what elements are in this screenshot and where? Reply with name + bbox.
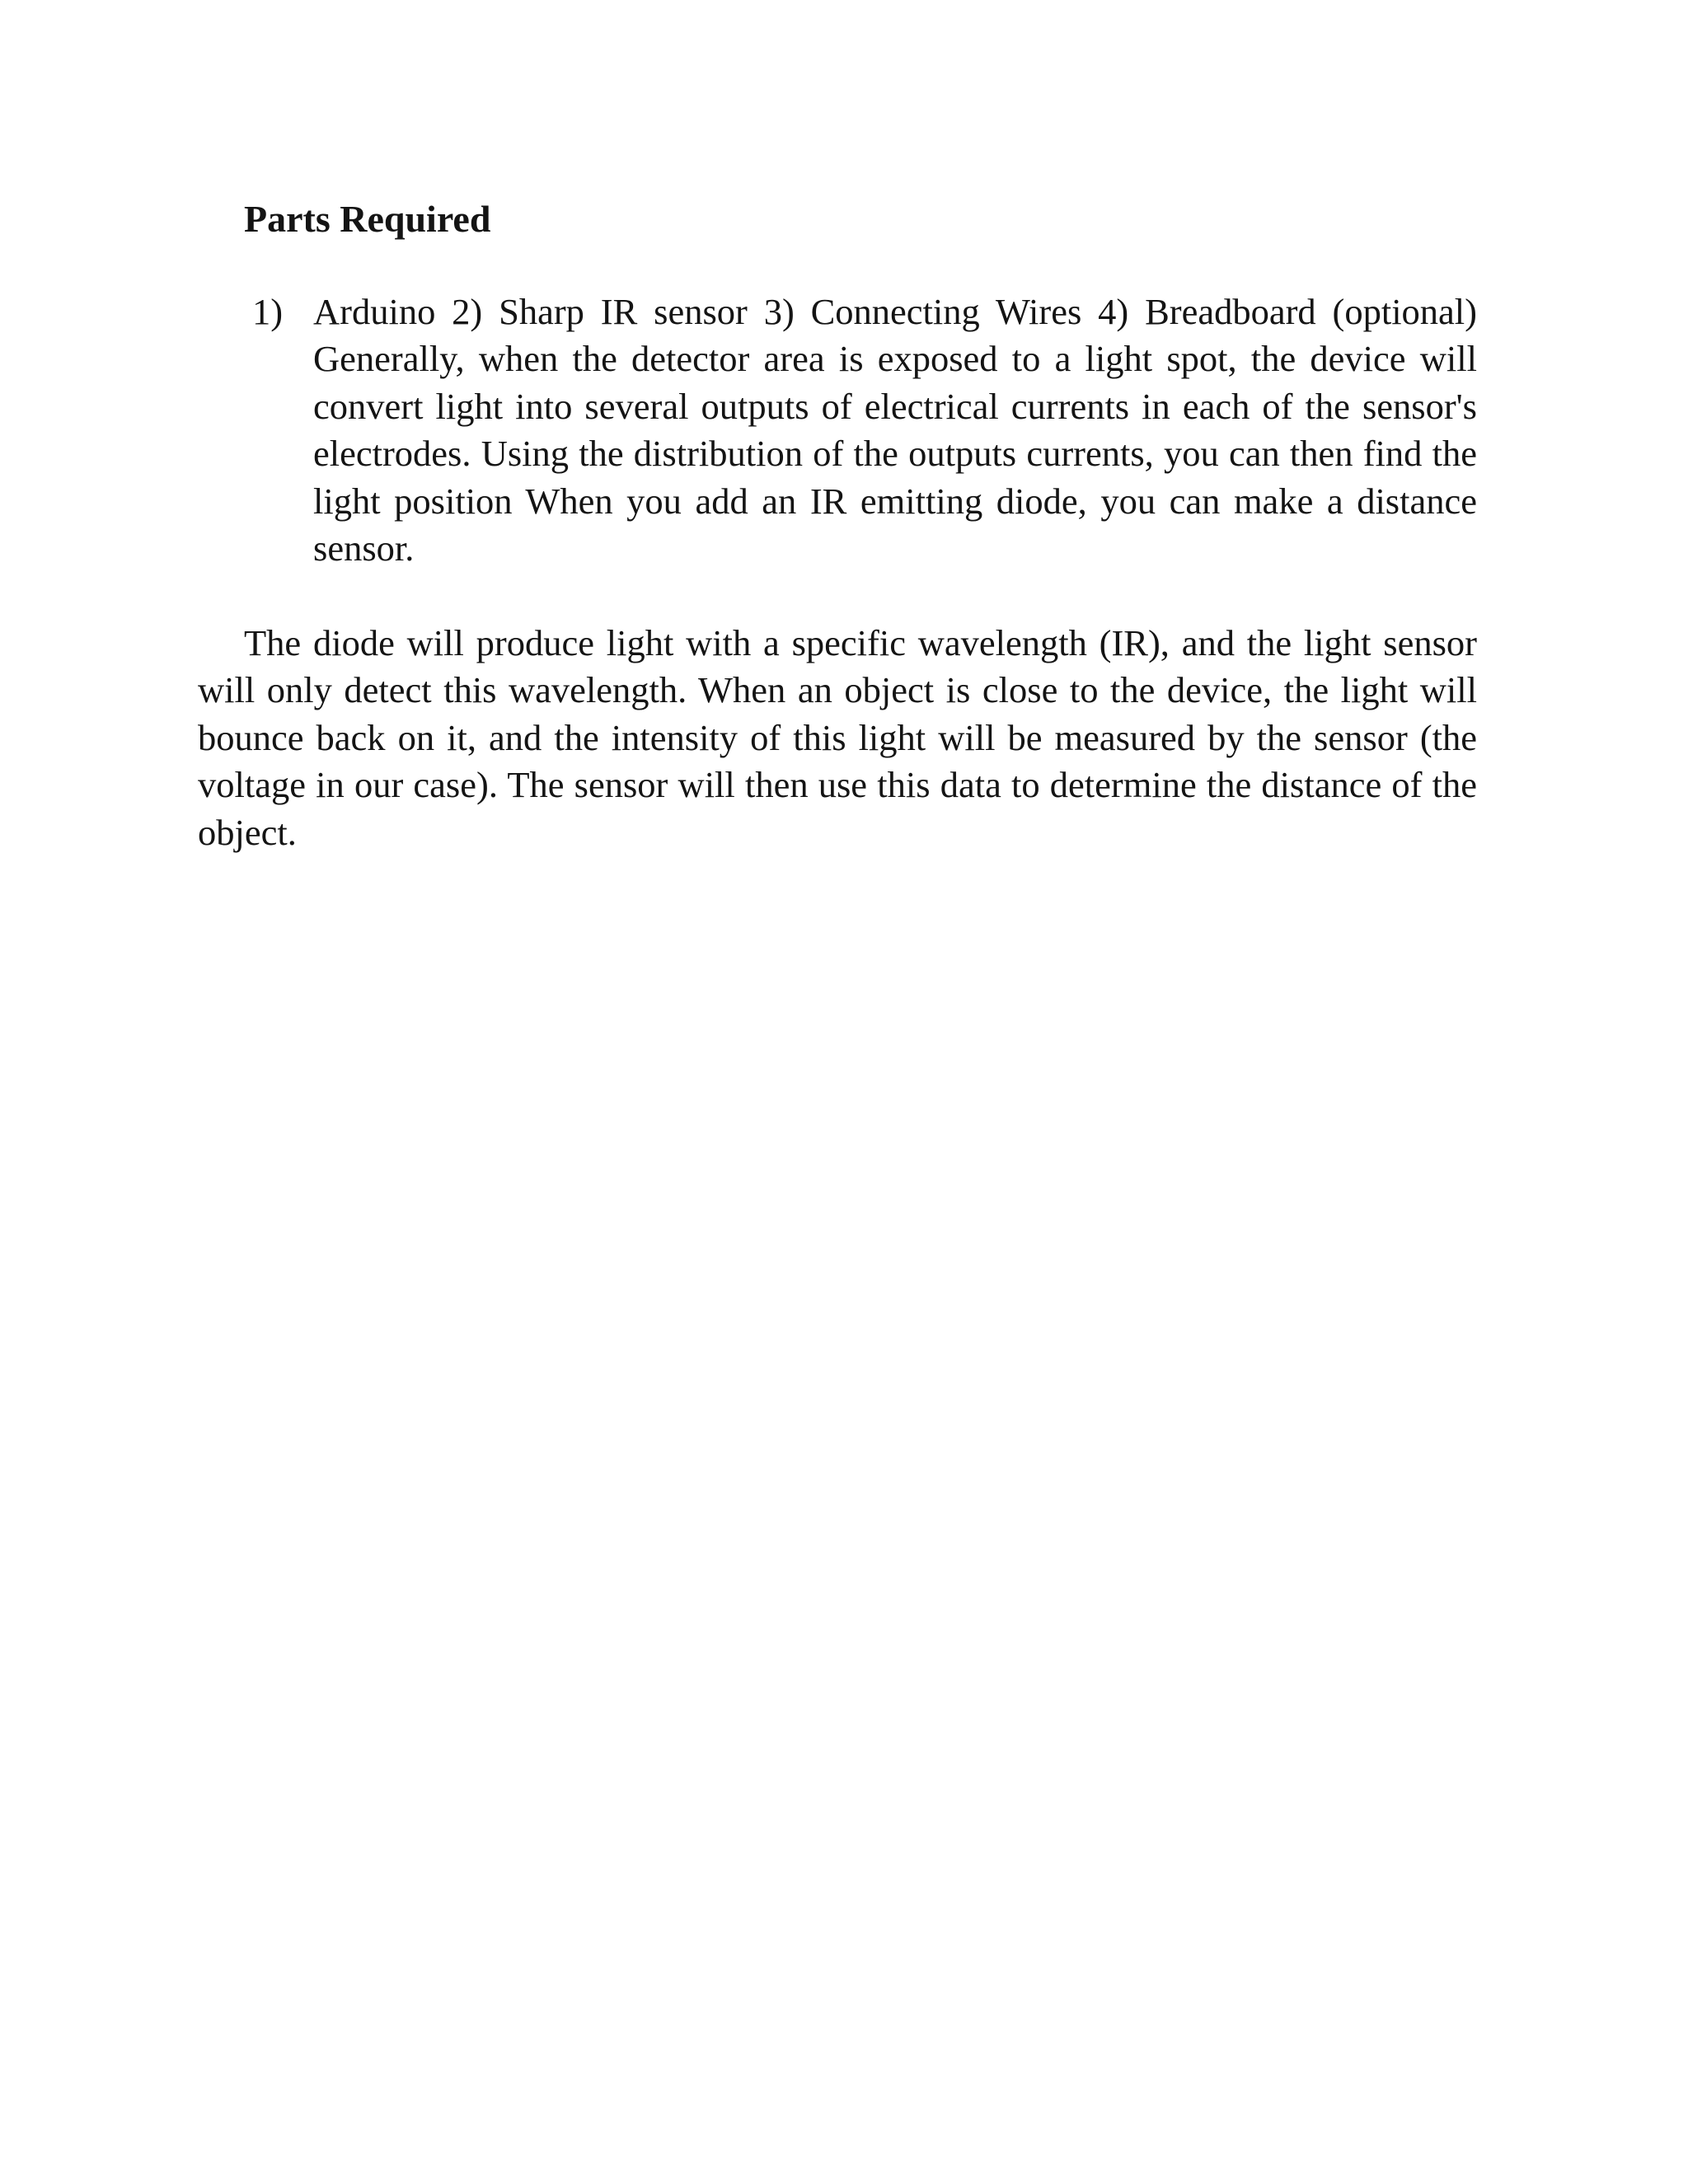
section-heading: Parts Required <box>244 198 491 240</box>
body-paragraph: The diode will produce light with a specific wavelength (IR), and the light sensor will only detect this wavelength. When an object is close to the device, the light will bounce back on it, and the intensity of this light will be measured by the sensor (the voltage in our case). The sensor will then use this data to determine the distance of the object. <box>198 622 1477 853</box>
list-item-text: Arduino 2) Sharp IR sensor 3) Connecting Wires 4) Breadboard (optional) Generally, when the detector area is exposed to a light spot, the device will convert light into several outputs of electrical currents in each of the sensor's electrodes. Using the distribution of the outputs currents, you can then find the light position When you add an IR emitting diode, you can make a distance sensor. <box>313 291 1477 569</box>
list-item-number: 1) <box>252 291 284 332</box>
numbered-list-item <box>252 288 1477 572</box>
